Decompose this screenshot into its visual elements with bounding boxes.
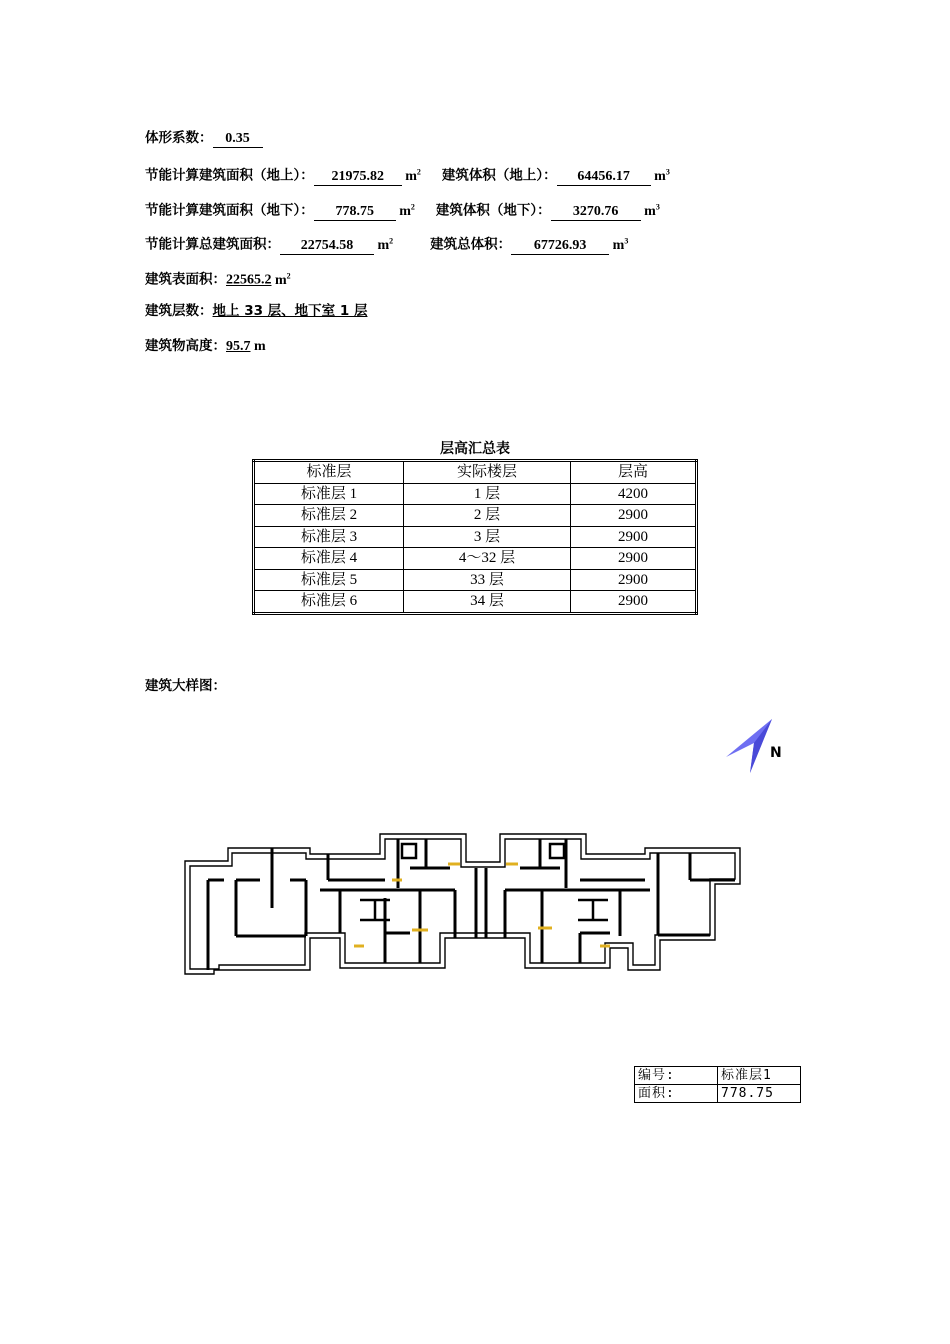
stamp-area-row	[635, 1085, 801, 1103]
area-total-value: 22754.58	[280, 237, 374, 255]
area-total-line	[145, 231, 628, 256]
area-total-label: 节能计算总建筑面积：	[145, 236, 280, 253]
table-row	[254, 505, 697, 527]
volume-below-unit: $m^3$	[644, 202, 660, 219]
stamp-number-row	[635, 1067, 801, 1085]
shape-coefficient-line	[145, 128, 263, 149]
surface-area-value: 22565.2	[226, 272, 272, 288]
shape-coefficient-label: 体形系数：	[145, 130, 213, 146]
table-cell: 标准层 6	[254, 591, 404, 614]
volume-total-label: 建筑总体积：	[430, 236, 512, 253]
stamp-number-label: 编号:	[635, 1067, 718, 1085]
height-unit: m	[254, 339, 266, 354]
table-cell: 标准层 1	[254, 483, 404, 505]
volume-below-label: 建筑体积（地下）：	[435, 202, 551, 219]
table-cell: 2900	[571, 591, 697, 614]
table-cell: 标准层 3	[254, 526, 404, 548]
volume-above-value: 64456.17	[557, 168, 651, 186]
area-below-line	[145, 197, 660, 222]
floors-line	[145, 301, 367, 322]
header-standard-floor: 标准层	[254, 461, 404, 484]
shape-coefficient-value: 0.35	[213, 130, 263, 148]
floors-label: 建筑层数：	[145, 303, 213, 319]
table-row	[254, 526, 697, 548]
table-header-row	[254, 461, 697, 484]
volume-total-unit: $m^3$	[612, 236, 629, 253]
floor-height-table	[252, 459, 698, 615]
table-cell: 2 层	[404, 505, 571, 527]
table-title: 层高汇总表	[440, 441, 510, 457]
table-row	[254, 569, 697, 591]
table-cell: 34 层	[404, 591, 571, 614]
volume-below-value: 3270.76	[551, 203, 641, 221]
table-cell: 2900	[571, 526, 697, 548]
volume-total-value: 67726.93	[511, 237, 609, 255]
header-actual-floor: 实际楼层	[404, 461, 571, 484]
stamp-area-value: 778.75	[718, 1085, 801, 1103]
table-cell: 4200	[571, 483, 697, 505]
volume-above-unit: $m^3$	[654, 167, 670, 184]
table-cell: 2900	[571, 569, 697, 591]
floors-value: 地上 33 层、地下室 1 层	[212, 303, 368, 319]
table-row	[254, 591, 697, 614]
area-below-label: 节能计算建筑面积（地下）：	[145, 202, 314, 219]
detail-drawing-label: 建筑大样图：	[145, 678, 226, 694]
stamp-area-label: 面积:	[635, 1085, 718, 1103]
area-below-unit: $m^2$	[399, 202, 415, 219]
area-above-unit: $m^2$	[405, 167, 421, 184]
area-above-label: 节能计算建筑面积（地上）：	[145, 167, 314, 184]
surface-area-label: 建筑表面积：	[145, 271, 226, 288]
surface-area-unit: $m^2$	[275, 271, 291, 288]
table-cell: 33 层	[404, 569, 571, 591]
table-cell: 4～32 层	[404, 548, 571, 570]
surface-area-line	[145, 266, 291, 291]
stamp-number-value: 标准层1	[718, 1067, 801, 1085]
floor-plan-drawing	[180, 828, 750, 980]
table-cell: 2900	[571, 548, 697, 570]
area-above-line	[145, 162, 670, 187]
table-cell: 标准层 5	[254, 569, 404, 591]
table-row	[254, 483, 697, 505]
header-floor-height: 层高	[571, 461, 697, 484]
volume-above-label: 建筑体积（地上）：	[441, 167, 557, 184]
table-row	[254, 548, 697, 570]
table-cell: 标准层 2	[254, 505, 404, 527]
north-arrow-icon	[720, 715, 800, 775]
table-cell: 1 层	[404, 483, 571, 505]
north-label: N	[770, 745, 782, 761]
height-value: 95.7	[226, 339, 251, 354]
table-cell: 3 层	[404, 526, 571, 548]
area-total-unit: $m^2$	[377, 236, 394, 253]
table-cell: 标准层 4	[254, 548, 404, 570]
table-cell: 2900	[571, 505, 697, 527]
drawing-stamp	[634, 1066, 801, 1103]
height-line	[145, 336, 266, 357]
area-above-value: 21975.82	[314, 168, 402, 186]
area-below-value: 778.75	[314, 203, 396, 221]
height-label: 建筑物高度：	[145, 338, 226, 354]
